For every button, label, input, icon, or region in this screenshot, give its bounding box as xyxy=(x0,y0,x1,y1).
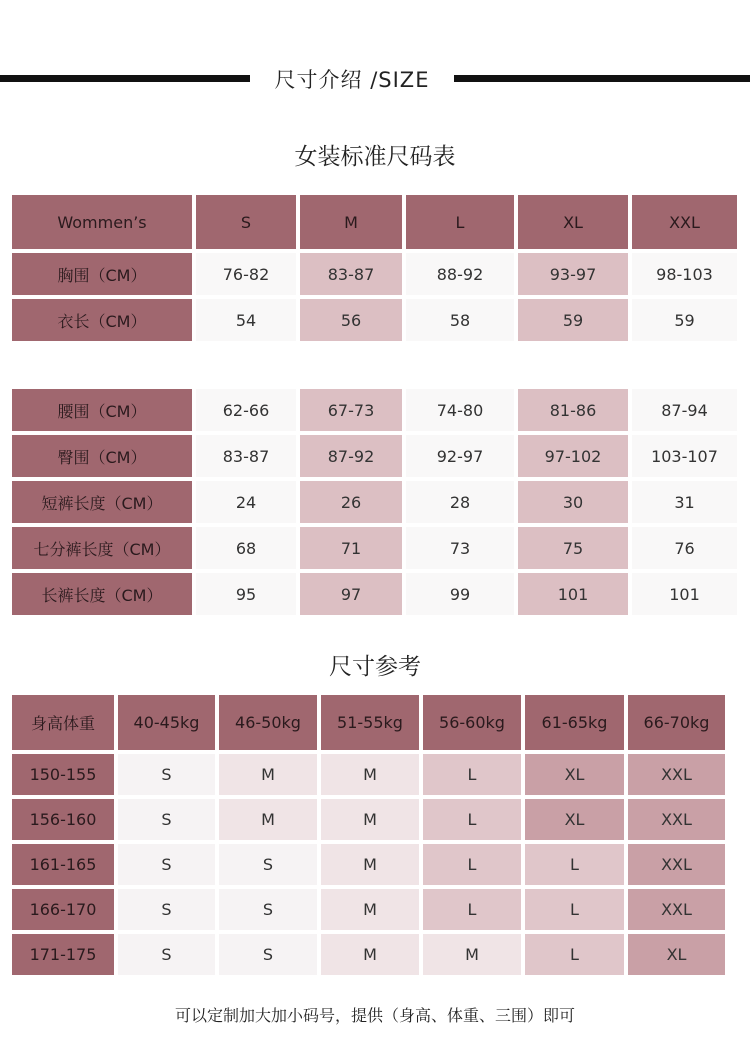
row-label: 156-160 xyxy=(10,797,116,842)
size-reference-table xyxy=(10,693,727,977)
table-cell: XXL xyxy=(626,842,727,887)
table-header-cell: XXL xyxy=(630,193,739,251)
table-cell: L xyxy=(421,842,523,887)
table-cell: 83-87 xyxy=(194,433,298,479)
table-cell: 30 xyxy=(516,479,630,525)
table-cell: M xyxy=(421,932,523,977)
row-label: 七分裤长度（CM） xyxy=(10,525,194,571)
table-cell: S xyxy=(217,887,319,932)
table-cell: S xyxy=(116,842,217,887)
table-cell: 68 xyxy=(194,525,298,571)
table-cell: XXL xyxy=(626,887,727,932)
table-cell: M xyxy=(217,752,319,797)
row-label: 166-170 xyxy=(10,887,116,932)
table-cell: XL xyxy=(523,797,626,842)
table-cell: L xyxy=(523,887,626,932)
table-cell: 28 xyxy=(404,479,516,525)
table-cell: S xyxy=(116,752,217,797)
table-cell: 71 xyxy=(298,525,404,571)
table-cell: 76 xyxy=(630,525,739,571)
table-cell: XXL xyxy=(626,797,727,842)
table-cell: S xyxy=(217,842,319,887)
row-label: 腰围（CM） xyxy=(10,387,194,433)
table-cell: 103-107 xyxy=(630,433,739,479)
table-cell: 58 xyxy=(404,297,516,343)
table-cell: S xyxy=(217,932,319,977)
table-header-cell: Wommen’s xyxy=(10,193,194,251)
table-header-cell: 46-50kg xyxy=(217,693,319,752)
table-cell: S xyxy=(116,932,217,977)
table-cell: 67-73 xyxy=(298,387,404,433)
table-header-cell: 40-45kg xyxy=(116,693,217,752)
table-cell: 81-86 xyxy=(516,387,630,433)
table-cell: S xyxy=(116,797,217,842)
table-cell: L xyxy=(421,887,523,932)
footer-note: 可以定制加大加小码号，提供（身高、体重、三围）即可 xyxy=(174,1006,575,1025)
table-cell: XXL xyxy=(626,752,727,797)
table-cell: S xyxy=(116,887,217,932)
table-cell: 87-92 xyxy=(298,433,404,479)
table-header-cell: 身高体重 xyxy=(10,693,116,752)
row-label: 短裤长度（CM） xyxy=(10,479,194,525)
table-cell: 59 xyxy=(630,297,739,343)
table-header-cell: 66-70kg xyxy=(626,693,727,752)
women-table-title: 女装标准尺码表 xyxy=(294,144,456,170)
table-cell: 97 xyxy=(298,571,404,617)
row-label: 150-155 xyxy=(10,752,116,797)
row-label: 臀围（CM） xyxy=(10,433,194,479)
table-cell: 56 xyxy=(298,297,404,343)
table-header-cell: S xyxy=(194,193,298,251)
women-size-table-lower xyxy=(10,387,739,617)
table-cell: 73 xyxy=(404,525,516,571)
row-label: 161-165 xyxy=(10,842,116,887)
table-cell: 31 xyxy=(630,479,739,525)
table-cell: XL xyxy=(626,932,727,977)
table-cell: L xyxy=(421,797,523,842)
table-header-cell: L xyxy=(404,193,516,251)
table-cell: 99 xyxy=(404,571,516,617)
table-cell: 24 xyxy=(194,479,298,525)
table-header-cell: XL xyxy=(516,193,630,251)
reference-table-title: 尺寸参考 xyxy=(329,654,421,680)
row-label: 胸围（CM） xyxy=(10,251,194,297)
table-cell: M xyxy=(319,932,421,977)
table-cell: 75 xyxy=(516,525,630,571)
table-cell: 88-92 xyxy=(404,251,516,297)
table-header-cell: 61-65kg xyxy=(523,693,626,752)
header-bar-right xyxy=(454,75,750,82)
table-cell: M xyxy=(319,797,421,842)
table-cell: L xyxy=(523,932,626,977)
table-cell: XL xyxy=(523,752,626,797)
table-cell: M xyxy=(319,887,421,932)
table-cell: M xyxy=(319,752,421,797)
table-cell: 62-66 xyxy=(194,387,298,433)
table-cell: 87-94 xyxy=(630,387,739,433)
table-header-cell: 56-60kg xyxy=(421,693,523,752)
table-cell: M xyxy=(319,842,421,887)
women-size-table-upper xyxy=(10,193,739,343)
table-cell: 59 xyxy=(516,297,630,343)
table-cell: 97-102 xyxy=(516,433,630,479)
header-bar-left xyxy=(0,75,250,82)
table-cell: L xyxy=(523,842,626,887)
row-label: 171-175 xyxy=(10,932,116,977)
table-cell: 74-80 xyxy=(404,387,516,433)
table-cell: 54 xyxy=(194,297,298,343)
table-cell: 101 xyxy=(516,571,630,617)
table-cell: 92-97 xyxy=(404,433,516,479)
table-cell: 76-82 xyxy=(194,251,298,297)
table-cell: 98-103 xyxy=(630,251,739,297)
table-cell: L xyxy=(421,752,523,797)
table-cell: 26 xyxy=(298,479,404,525)
page-title: 尺寸介绍 /SIZE xyxy=(274,68,430,92)
row-label: 衣长（CM） xyxy=(10,297,194,343)
table-cell: M xyxy=(217,797,319,842)
table-cell: 93-97 xyxy=(516,251,630,297)
table-cell: 83-87 xyxy=(298,251,404,297)
row-label: 长裤长度（CM） xyxy=(10,571,194,617)
table-header-cell: M xyxy=(298,193,404,251)
table-cell: 95 xyxy=(194,571,298,617)
table-cell: 101 xyxy=(630,571,739,617)
table-header-cell: 51-55kg xyxy=(319,693,421,752)
